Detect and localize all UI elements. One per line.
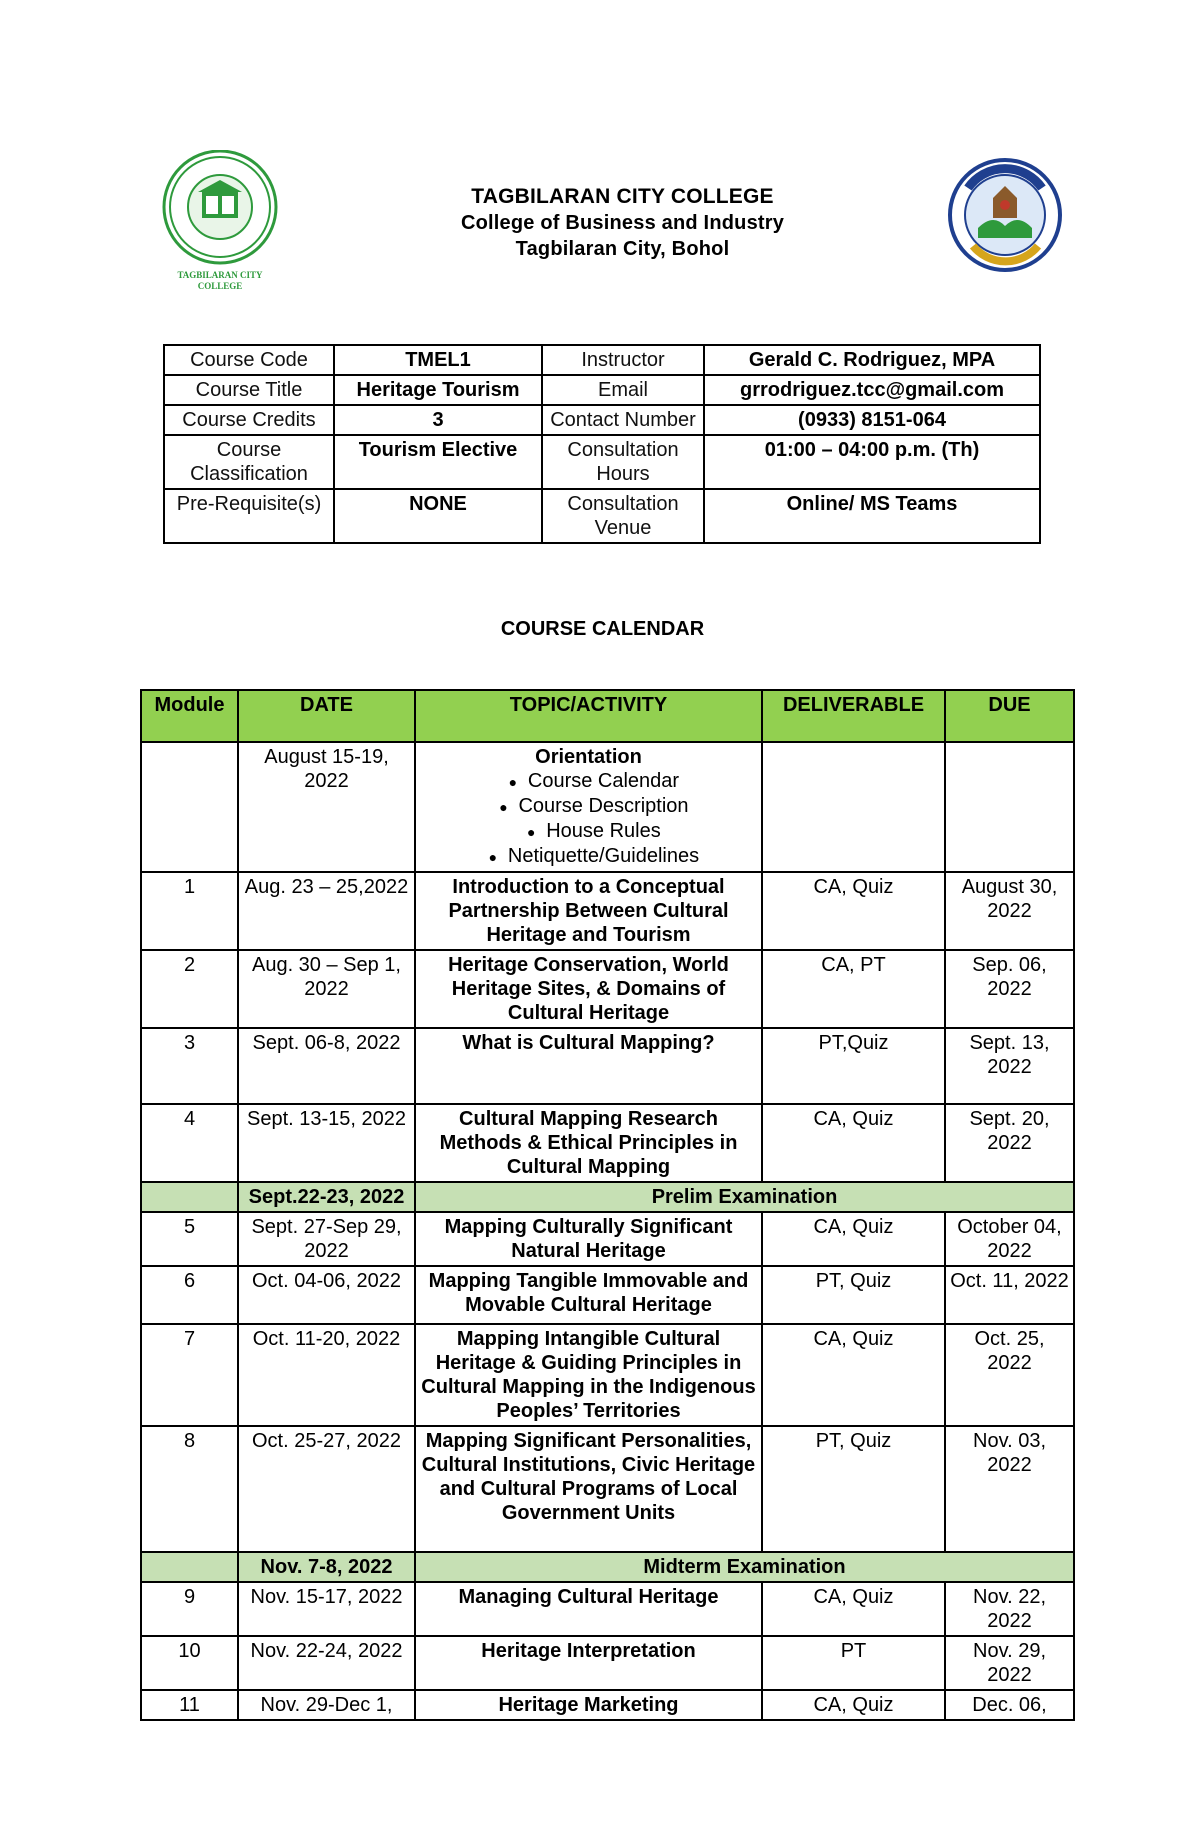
module-cell: 5 (141, 1212, 238, 1266)
date-cell: Oct. 25-27, 2022 (238, 1426, 415, 1552)
deliverable-cell: PT, Quiz (762, 1426, 945, 1552)
date-cell: Aug. 30 – Sep 1, 2022 (238, 950, 415, 1028)
consultation-venue-label: Consultation Venue (542, 489, 704, 543)
course-classification-label: Course Classification (164, 435, 334, 489)
list-item: ● Netiquette/Guidelines (420, 844, 757, 869)
consultation-venue-value: Online/ MS Teams (704, 489, 1040, 543)
topic-cell: What is Cultural Mapping? (415, 1028, 762, 1104)
table-row (141, 950, 1074, 1028)
bullet-icon: ● (499, 799, 508, 815)
topic-cell (415, 742, 762, 872)
table-row (141, 1582, 1074, 1636)
table-row (141, 1636, 1074, 1690)
prerequisite-value: NONE (334, 489, 542, 543)
due-cell: Oct. 25, 2022 (945, 1324, 1074, 1426)
date-cell: Nov. 29-Dec 1, (238, 1690, 415, 1720)
city-seal-logo (948, 158, 1063, 273)
date-cell: August 15-19, 2022 (238, 742, 415, 872)
topic-cell: Heritage Marketing (415, 1690, 762, 1720)
date-cell: Oct. 04-06, 2022 (238, 1266, 415, 1324)
topic-cell: Heritage Interpretation (415, 1636, 762, 1690)
module-cell: 10 (141, 1636, 238, 1690)
course-calendar-title: COURSE CALENDAR (500, 618, 705, 640)
email-label: Email (542, 375, 704, 405)
topic-cell: Mapping Intangible Cultural Heritage & Guiding Principles in Cultural Mapping in the Indigenous Peoples’ Territories (415, 1324, 762, 1426)
table-row (141, 1690, 1074, 1720)
deliverable-cell: CA, PT (762, 950, 945, 1028)
info-row (164, 375, 1040, 405)
topic-cell: Introduction to a Conceptual Partnership Between Cultural Heritage and Tourism (415, 872, 762, 950)
deliverable-cell: CA, Quiz (762, 1212, 945, 1266)
course-credits-value: 3 (334, 405, 542, 435)
topic-header: TOPIC/ACTIVITY (415, 690, 762, 742)
table-row (141, 1266, 1074, 1324)
consultation-hours-value: 01:00 – 04:00 p.m. (Th) (704, 435, 1040, 489)
orientation-row (141, 742, 1074, 872)
info-row (164, 489, 1040, 543)
email-value[interactable]: grrodriguez.tcc@gmail.com (704, 375, 1040, 405)
table-row (141, 1028, 1074, 1104)
exam-label: Prelim Examination (415, 1182, 1074, 1212)
course-title-label: Course Title (164, 375, 334, 405)
date-header: DATE (238, 690, 415, 742)
course-info-table (163, 344, 1041, 544)
module-cell: 6 (141, 1266, 238, 1324)
topic-cell: Mapping Culturally Significant Natural Heritage (415, 1212, 762, 1266)
module-cell (141, 1182, 238, 1212)
department-name: College of Business and Industry (460, 212, 785, 234)
table-row (141, 872, 1074, 950)
exam-date: Nov. 7-8, 2022 (238, 1552, 415, 1582)
table-row (141, 1426, 1074, 1552)
topic-cell: Heritage Conservation, World Heritage Sites, & Domains of Cultural Heritage (415, 950, 762, 1028)
instructor-value: Gerald C. Rodriguez, MPA (704, 345, 1040, 375)
module-cell: 9 (141, 1582, 238, 1636)
date-cell: Aug. 23 – 25,2022 (238, 872, 415, 950)
date-cell: Sept. 27-Sep 29, 2022 (238, 1212, 415, 1266)
due-cell: Dec. 06, (945, 1690, 1074, 1720)
topic-cell: Cultural Mapping Research Methods & Ethical Principles in Cultural Mapping (415, 1104, 762, 1182)
date-cell: Sept. 06-8, 2022 (238, 1028, 415, 1104)
course-code-value: TMEL1 (334, 345, 542, 375)
deliverable-cell: CA, Quiz (762, 1582, 945, 1636)
exam-label: Midterm Examination (415, 1552, 1074, 1582)
date-cell: Oct. 11-20, 2022 (238, 1324, 415, 1426)
due-cell: Sep. 06, 2022 (945, 950, 1074, 1028)
course-credits-label: Course Credits (164, 405, 334, 435)
deliverable-cell (762, 742, 945, 872)
module-cell: 3 (141, 1028, 238, 1104)
due-cell: August 30, 2022 (945, 872, 1074, 950)
date-cell: Nov. 22-24, 2022 (238, 1636, 415, 1690)
due-cell: Sept. 20, 2022 (945, 1104, 1074, 1182)
orientation-title: Orientation (535, 746, 642, 768)
date-cell: Nov. 15-17, 2022 (238, 1582, 415, 1636)
list-item: ● Course Description (420, 794, 757, 819)
due-cell: October 04, 2022 (945, 1212, 1074, 1266)
due-cell: Nov. 22, 2022 (945, 1582, 1074, 1636)
deliverable-cell: CA, Quiz (762, 872, 945, 950)
calendar-header-row (141, 690, 1074, 742)
deliverable-cell: PT, Quiz (762, 1266, 945, 1324)
course-code-label: Course Code (164, 345, 334, 375)
svg-text:TAGBILARAN CITY: TAGBILARAN CITY (177, 270, 263, 280)
bullet-icon: ● (488, 849, 498, 865)
orientation-list (420, 769, 757, 869)
bullet-icon: ● (508, 774, 518, 790)
topic-cell: Mapping Significant Personalities, Cultural Institutions, Civic Heritage and Cultural Programs of Local Government Units (415, 1426, 762, 1552)
due-cell: Oct. 11, 2022 (945, 1266, 1074, 1324)
table-row (141, 1212, 1074, 1266)
instructor-label: Instructor (542, 345, 704, 375)
module-cell: 2 (141, 950, 238, 1028)
college-name: TAGBILARAN CITY COLLEGE (471, 185, 774, 208)
bullet-icon: ● (527, 824, 536, 840)
deliverable-header: DELIVERABLE (762, 690, 945, 742)
list-item: ● Course Calendar (420, 769, 757, 794)
due-cell: Nov. 03, 2022 (945, 1426, 1074, 1552)
prerequisite-label: Pre-Requisite(s) (164, 489, 334, 543)
deliverable-cell: PT,Quiz (762, 1028, 945, 1104)
deliverable-cell: CA, Quiz (762, 1104, 945, 1182)
prelim-exam-row (141, 1182, 1074, 1212)
info-row (164, 435, 1040, 489)
topic-cell: Mapping Tangible Immovable and Movable Cultural Heritage (415, 1266, 762, 1324)
due-cell (945, 742, 1074, 872)
module-cell (141, 1552, 238, 1582)
exam-date: Sept.22-23, 2022 (238, 1182, 415, 1212)
course-calendar-table (140, 689, 1075, 1721)
midterm-exam-row (141, 1552, 1074, 1582)
consultation-hours-label: Consultation Hours (542, 435, 704, 489)
course-classification-value: Tourism Elective (334, 435, 542, 489)
topic-cell: Managing Cultural Heritage (415, 1582, 762, 1636)
date-cell: Sept. 13-15, 2022 (238, 1104, 415, 1182)
deliverable-cell: PT (762, 1636, 945, 1690)
module-cell (141, 742, 238, 872)
table-row (141, 1324, 1074, 1426)
course-title-value: Heritage Tourism (334, 375, 542, 405)
deliverable-cell: CA, Quiz (762, 1690, 945, 1720)
svg-text:COLLEGE: COLLEGE (197, 281, 243, 290)
info-row (164, 405, 1040, 435)
college-address: Tagbilaran City, Bohol (515, 238, 730, 260)
info-row (164, 345, 1040, 375)
contact-number-label: Contact Number (542, 405, 704, 435)
due-cell: Sept. 13, 2022 (945, 1028, 1074, 1104)
list-item: ● House Rules (420, 819, 757, 844)
module-cell: 4 (141, 1104, 238, 1182)
table-row (141, 1104, 1074, 1182)
deliverable-cell: CA, Quiz (762, 1324, 945, 1426)
module-cell: 1 (141, 872, 238, 950)
module-cell: 7 (141, 1324, 238, 1426)
due-header: DUE (945, 690, 1074, 742)
module-header: Module (141, 690, 238, 742)
contact-number-value: (0933) 8151-064 (704, 405, 1040, 435)
module-cell: 11 (141, 1690, 238, 1720)
due-cell: Nov. 29, 2022 (945, 1636, 1074, 1690)
module-cell: 8 (141, 1426, 238, 1552)
